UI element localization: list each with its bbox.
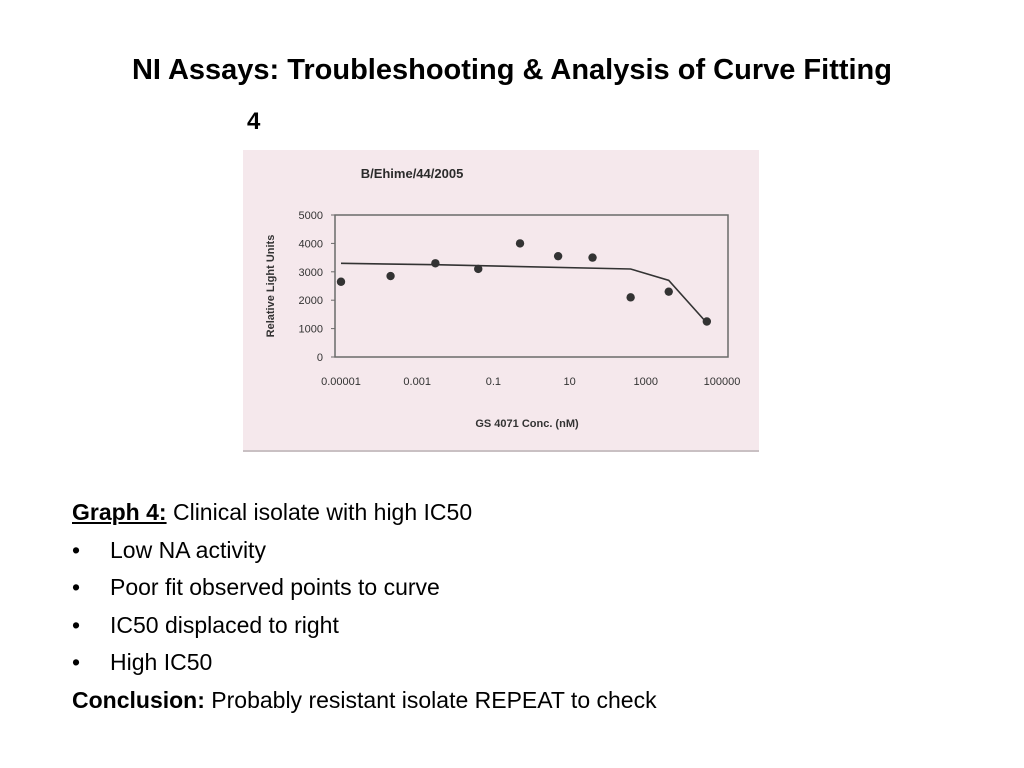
conclusion-text: Probably resistant isolate REPEAT to check [204, 686, 657, 713]
y-tick-label: 0 [316, 352, 323, 364]
x-tick-label: 0.1 [485, 376, 502, 388]
chart-marks [299, 210, 741, 388]
y-tick-label: 5000 [298, 210, 323, 222]
bullet-item [72, 532, 972, 570]
bullet-marker: • [72, 611, 81, 638]
bullet-text: IC50 displaced to right [110, 611, 339, 638]
fitted-curve-line [341, 263, 707, 323]
x-tick-label: 1000 [633, 376, 659, 388]
x-tick-label: 100000 [703, 376, 741, 388]
bullet-text: High IC50 [110, 649, 213, 675]
graph-number: 4 [247, 108, 261, 135]
x-axis-label: GS 4071 Conc. (nM) [475, 418, 579, 430]
data-point [431, 259, 439, 267]
bullet-marker: • [72, 536, 81, 563]
chart [243, 150, 759, 450]
conclusion-label: Conclusion: [72, 686, 205, 713]
caption [72, 494, 972, 719]
data-point [665, 287, 673, 295]
chart-title: B/Ehime/44/2005 [360, 166, 464, 181]
x-tick-label: 0.00001 [321, 376, 361, 388]
x-tick-label: 0.001 [403, 376, 431, 388]
bullet-marker: • [72, 649, 81, 675]
bullet-item [72, 644, 972, 682]
data-point [588, 253, 596, 261]
chart-scan-panel [243, 150, 759, 452]
bullet-marker: • [72, 574, 81, 600]
graph-text: Clinical isolate with high IC50 [166, 499, 473, 525]
y-tick-label: 3000 [298, 266, 323, 279]
plot-area [335, 215, 728, 357]
conclusion [72, 682, 972, 720]
bullet-item [72, 607, 972, 645]
bullet-item [72, 569, 972, 607]
graph-description [72, 494, 972, 532]
data-point [703, 317, 711, 325]
x-tick-label: 10 [563, 376, 576, 388]
bullet-text: Low NA activity [110, 536, 266, 563]
y-tick-label: 1000 [298, 323, 323, 336]
data-point [386, 272, 394, 280]
y-tick-label: 4000 [298, 238, 323, 251]
data-point [626, 293, 634, 301]
graph-label: Graph 4: [72, 499, 167, 525]
data-point [516, 239, 524, 247]
y-tick-label: 2000 [298, 295, 323, 308]
data-point [337, 278, 345, 286]
slide-title: NI Assays: Troubleshooting & Analysis of Curve Fitting [131, 54, 892, 86]
data-point [474, 265, 482, 273]
data-point [554, 252, 562, 260]
bullet-text: Poor fit observed points to curve [110, 574, 440, 600]
y-axis-label: Relative Light Units [265, 234, 277, 338]
